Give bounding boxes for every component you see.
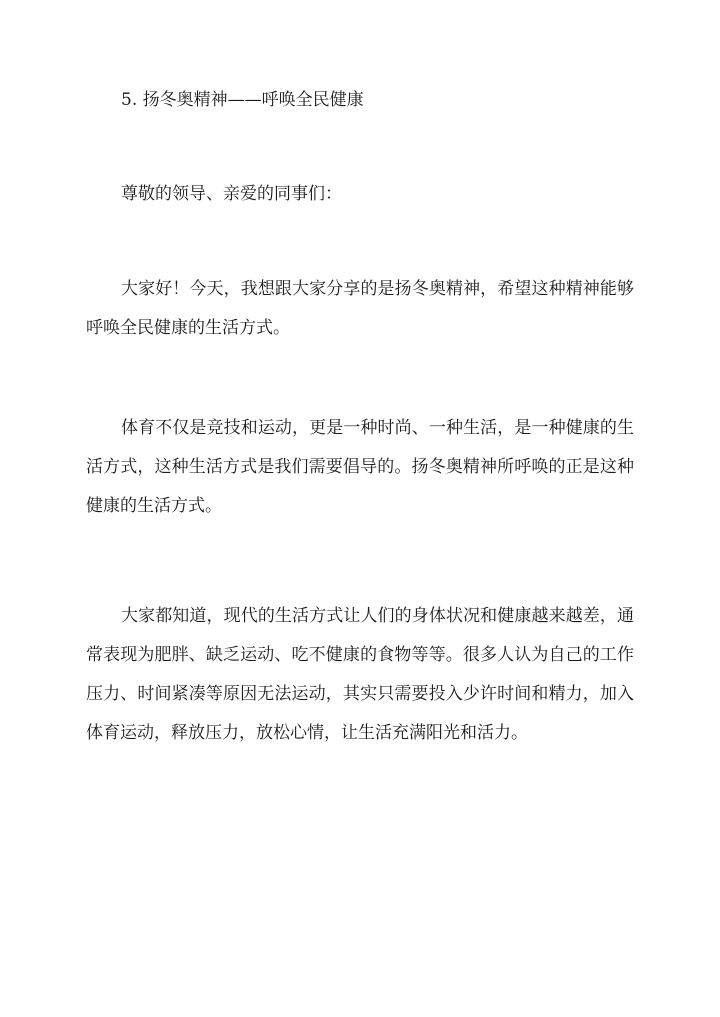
salutation: 尊敬的领导、亲爱的同事们： — [121, 184, 342, 204]
paragraph-modern-health: 大家都知道，现代的生活方式让人们的身体状况和健康越来越差，通常表现为肥胖、缺乏运动、吃不健康的食物等等。很多人认为自己的工作压力、时间紧凑等原因无法运动，其实只需要投入少许时间和精力，加入体育运动，释放压力，放松心情，让生活充满阳光和活力。 — [86, 606, 634, 743]
paragraph-sports-lifestyle: 体育不仅是竞技和运动，更是一种时尚、一种生活，是一种健康的生活方式，这种生活方式是我们需要倡导的。扬冬奥精神所呼唤的正是这种健康的生活方式。 — [86, 418, 634, 516]
paragraph-greeting: 大家好！今天，我想跟大家分享的是扬冬奥精神，希望这种精神能够呼唤全民健康的生活方式。 — [86, 279, 634, 338]
section-heading: 5. 扬冬奥精神——呼唤全民健康 — [121, 90, 364, 110]
